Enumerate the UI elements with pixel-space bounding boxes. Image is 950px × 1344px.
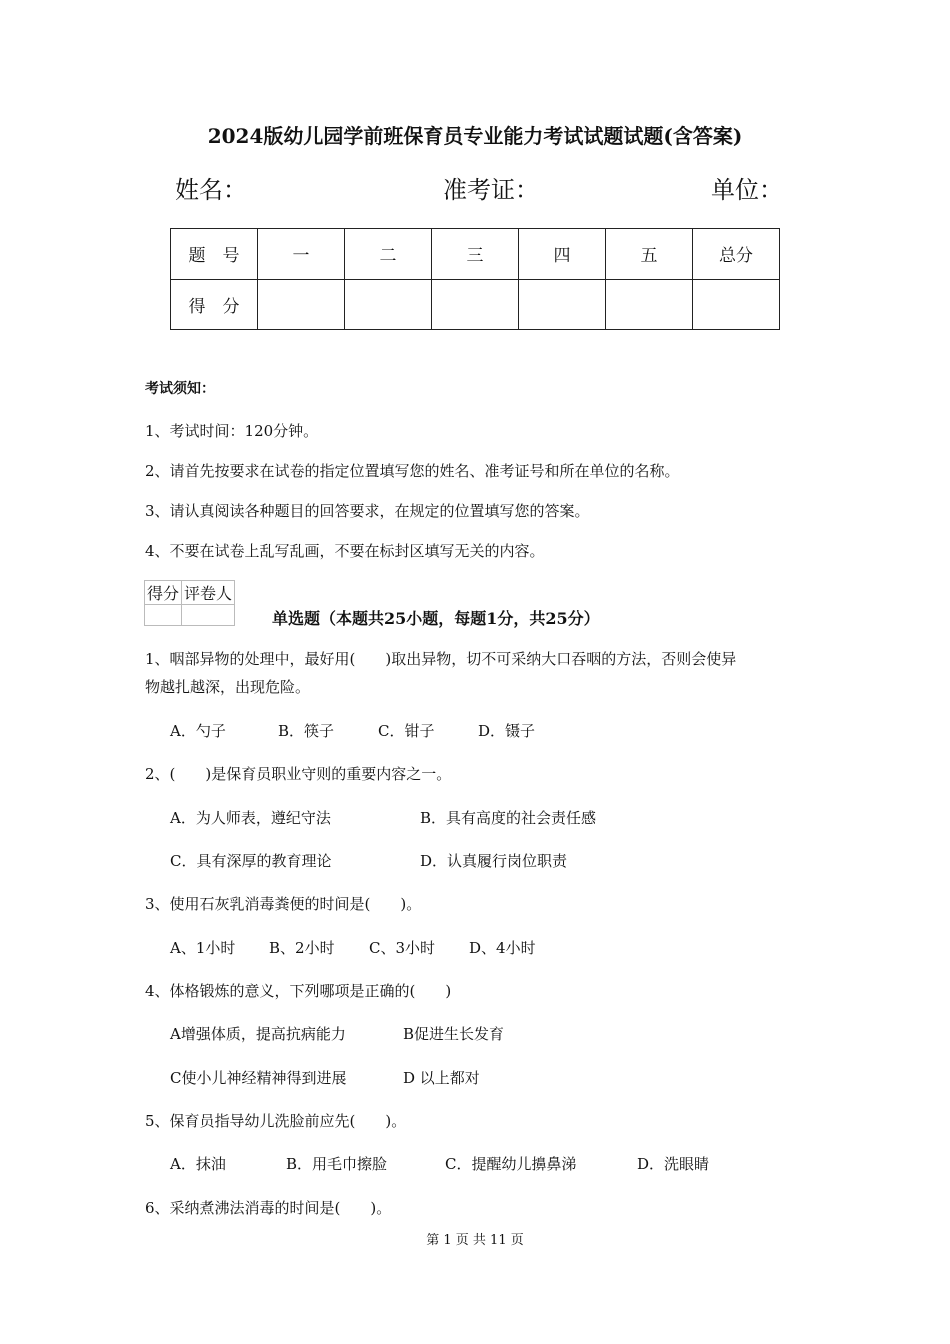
option-a[interactable]: A．抹油: [170, 1155, 226, 1173]
option-d[interactable]: D．认真履行岗位职责: [420, 852, 568, 870]
notice-item: 3、请认真阅读各种题目的回答要求，在规定的位置填写您的答案。: [145, 502, 590, 520]
notice-item: 2、请首先按要求在试卷的指定位置填写您的姓名、准考证号和所在单位的名称。: [145, 462, 680, 480]
section-title: 单选题（本题共25小题，每题1分，共25分）: [272, 609, 600, 628]
grader-name-cell[interactable]: [182, 605, 235, 626]
option-d[interactable]: D、4小时: [469, 939, 536, 957]
score-header-cell: 二: [345, 229, 432, 280]
score-cell[interactable]: [432, 279, 519, 330]
question-stem: 6、采纳煮沸法消毒的时间是( )。: [145, 1199, 392, 1217]
score-header-cell: 三: [432, 229, 519, 280]
option-b[interactable]: B．用毛巾擦脸: [286, 1155, 388, 1173]
score-header-cell: 题 号: [171, 229, 258, 280]
notice-title: 考试须知：: [145, 381, 215, 397]
score-row-label: 得 分: [171, 279, 258, 330]
option-a[interactable]: A．勺子: [170, 722, 226, 740]
score-table: [170, 228, 780, 330]
document-title: 2024版幼儿园学前班保育员专业能力考试试题试题(含答案): [207, 124, 743, 148]
score-table-score-row: [171, 279, 780, 330]
grader-score-label: 得分: [145, 581, 182, 605]
option-d[interactable]: D．镊子: [478, 722, 536, 740]
option-a[interactable]: A、1小时: [170, 939, 236, 957]
grader-score-cell[interactable]: [145, 605, 182, 626]
score-cell[interactable]: [606, 279, 693, 330]
notice-item: 4、不要在试卷上乱写乱画，不要在标封区填写无关的内容。: [145, 542, 545, 560]
option-a[interactable]: A．为人师表，遵纪守法: [170, 809, 331, 827]
option-d[interactable]: D 以上都对: [403, 1069, 480, 1087]
option-d[interactable]: D．洗眼睛: [637, 1155, 710, 1173]
score-header-cell: 总分: [693, 229, 780, 280]
option-c[interactable]: C使小儿神经精神得到进展: [170, 1069, 347, 1087]
option-c[interactable]: C．钳子: [378, 722, 435, 740]
exam-id-label: 准考证：: [443, 176, 539, 204]
page-footer: 第 1 页 共 11 页: [426, 1233, 524, 1248]
score-table-header-row: [171, 229, 780, 280]
score-header-cell: 五: [606, 229, 693, 280]
unit-label: 单位：: [711, 176, 783, 204]
score-header-cell: 四: [519, 229, 606, 280]
score-cell[interactable]: [345, 279, 432, 330]
score-cell[interactable]: [519, 279, 606, 330]
name-label: 姓名：: [175, 176, 247, 204]
question-stem: 2、( )是保育员职业守则的重要内容之一。: [145, 765, 452, 783]
score-cell[interactable]: [258, 279, 345, 330]
option-a[interactable]: A增强体质，提高抗病能力: [170, 1025, 346, 1043]
question-stem: 4、体格锻炼的意义，下列哪项是正确的( ): [145, 982, 452, 1000]
grader-name-label: 评卷人: [182, 581, 235, 605]
question-stem: 1、咽部异物的处理中，最好用( )取出异物，切不可采纳大口吞咽的方法，否则会使异: [145, 650, 737, 668]
question-stem: 物越扎越深，出现危险。: [145, 678, 311, 696]
option-b[interactable]: B．具有高度的社会责任感: [420, 809, 597, 827]
option-c[interactable]: C、3小时: [369, 939, 436, 957]
option-c[interactable]: C．具有深厚的教育理论: [170, 852, 332, 870]
option-b[interactable]: B．筷子: [278, 722, 335, 740]
score-cell[interactable]: [693, 279, 780, 330]
option-c[interactable]: C．提醒幼儿擤鼻涕: [445, 1155, 577, 1173]
score-header-cell: 一: [258, 229, 345, 280]
question-stem: 5、保育员指导幼儿洗脸前应先( )。: [145, 1112, 407, 1130]
grader-table: [144, 580, 235, 626]
option-b[interactable]: B促进生长发育: [403, 1025, 505, 1043]
question-stem: 3、使用石灰乳消毒粪便的时间是( )。: [145, 895, 422, 913]
option-b[interactable]: B、2小时: [269, 939, 335, 957]
notice-item: 1、考试时间：120分钟。: [145, 422, 319, 440]
